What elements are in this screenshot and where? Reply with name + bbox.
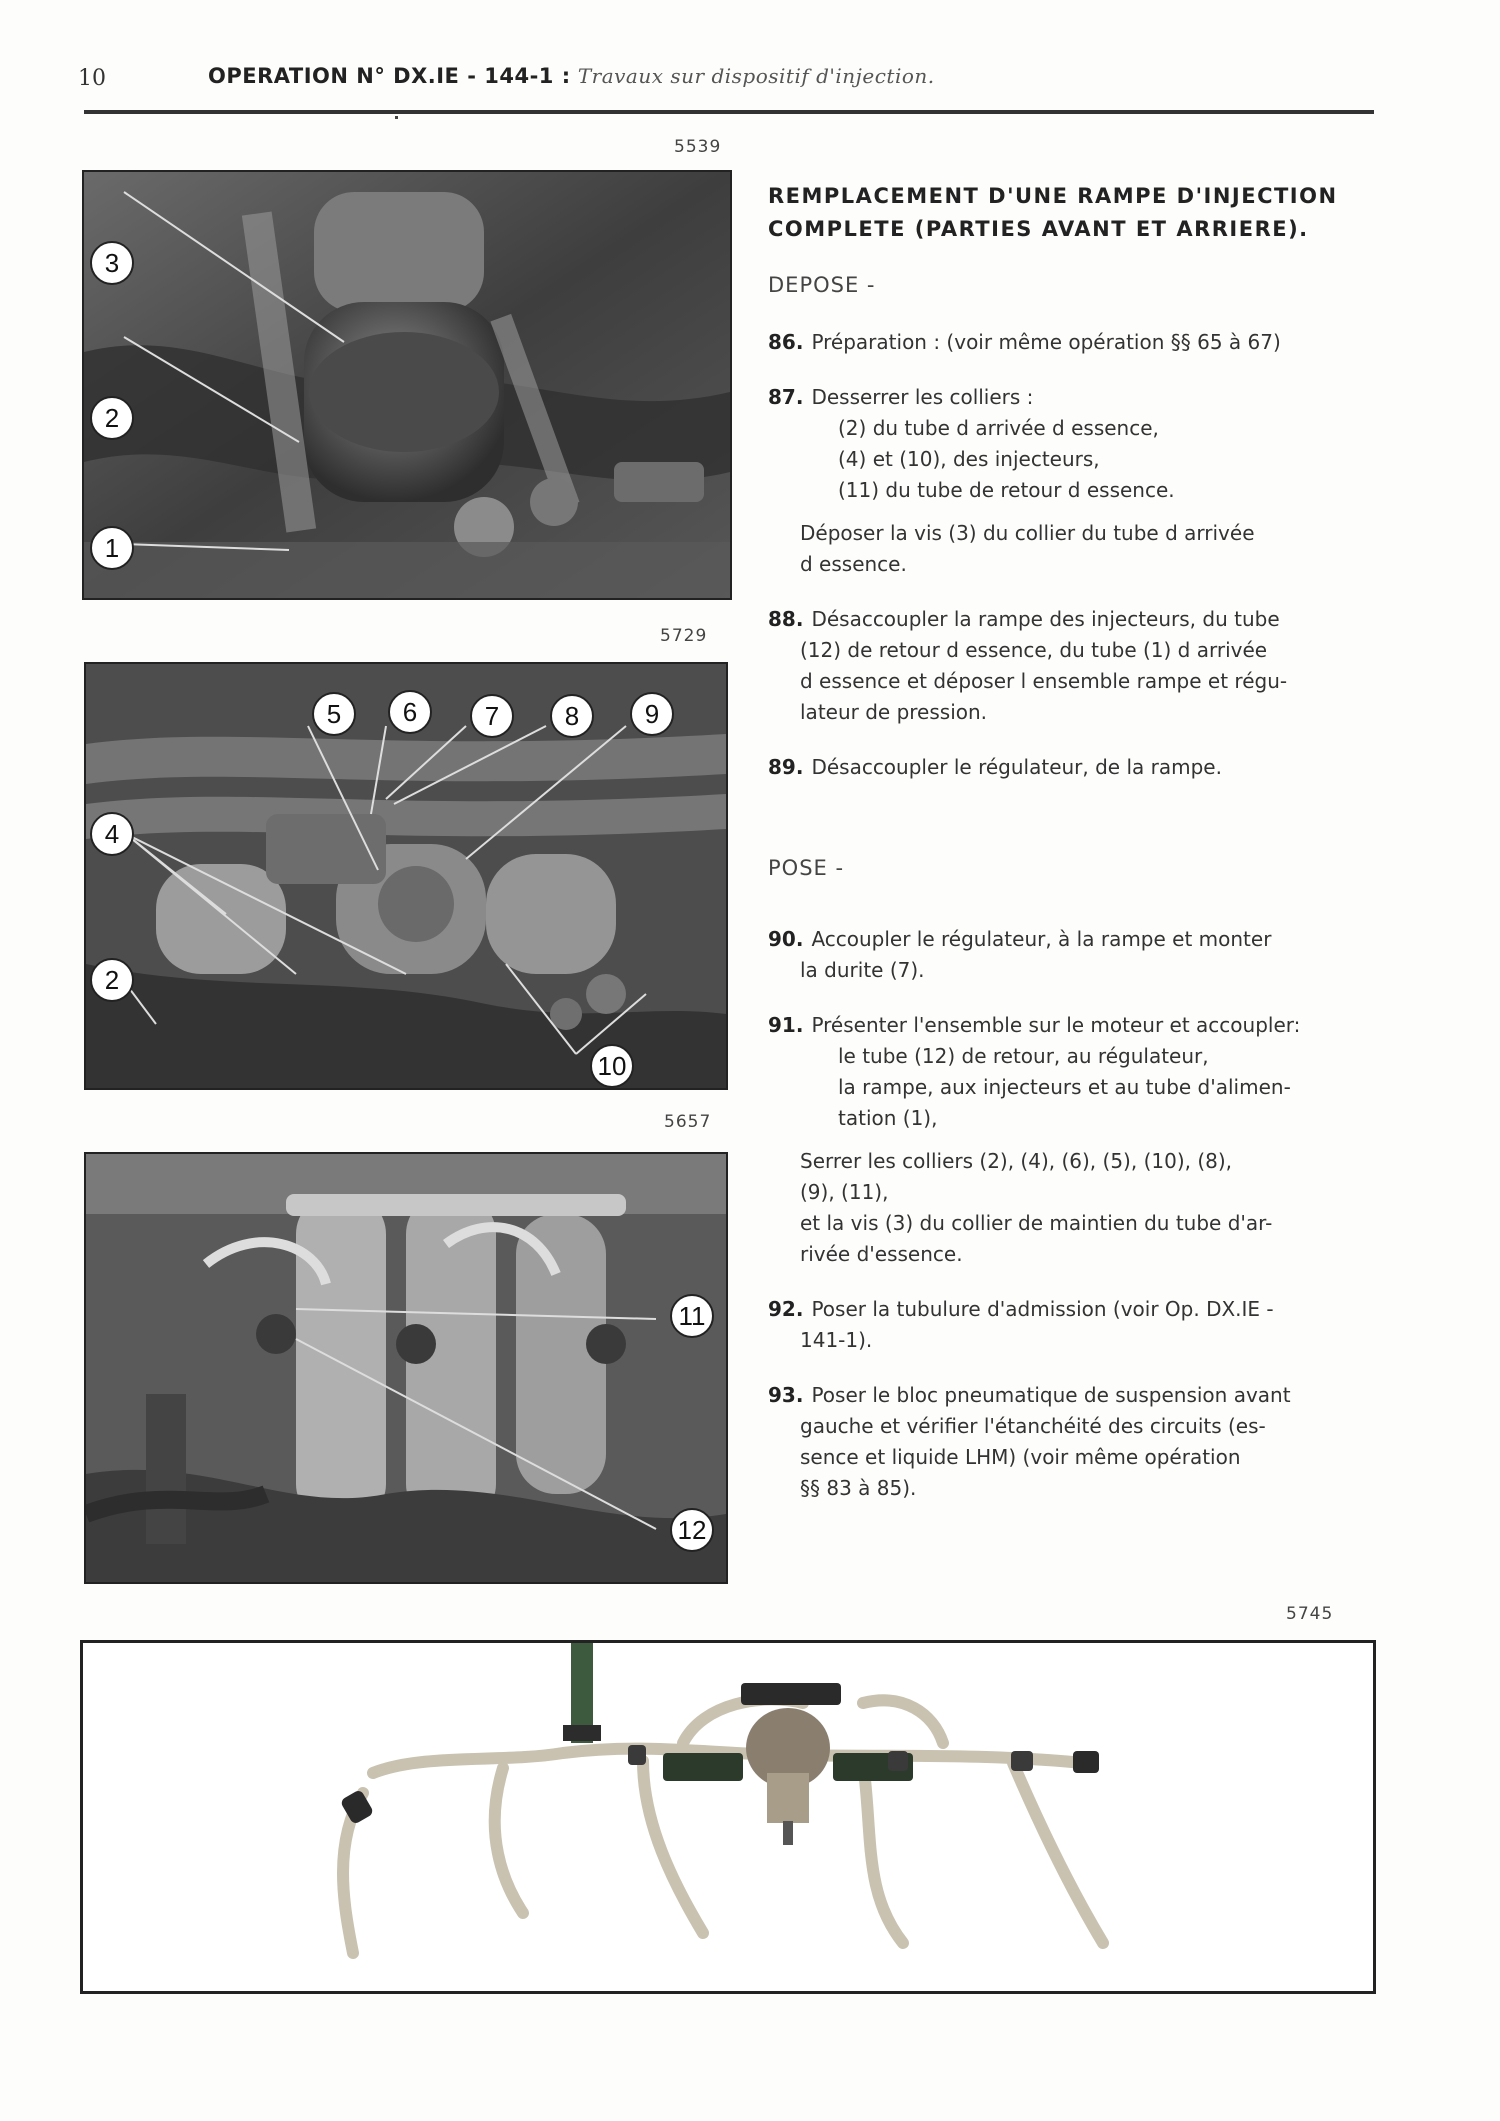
callout-12: 12 [670,1508,714,1552]
engine-photo-1-drawing [84,172,730,598]
callout-2: 2 [90,396,134,440]
callout-4: 4 [90,812,134,856]
step-89: 89. Désaccoupler le régulateur, de la rampe. [768,755,1222,779]
instructions-column [768,180,1368,1528]
engine-photo-2 [84,662,728,1090]
step-87: 87. Desserrer les colliers : (2) du tube d arrivée d essence, (4) et (10), des injecteurs, (11) du tube de retour d essence. Déposer la vis (3) du collier du tube d arrivée d essence. [768,385,1255,576]
fuel-rail-photo [80,1640,1376,1994]
step-90: 90. Accoupler le régulateur, à la rampe et monter la durite (7). [768,927,1272,982]
section-title: REMPLACEMENT D'UNE RAMPE D'INJECTION COMPLETE (PARTIES AVANT ET ARRIERE). [768,184,1338,241]
callout-10: 10 [590,1044,634,1088]
step-91: 91. Présenter l'ensemble sur le moteur et accoupler: le tube (12) de retour, au régulateur, la rampe, aux injecteurs et au tube d'alimen- tation (1), Serrer les colliers (2), (4), (6), (5), (10), (8), (9), (11), et la vis (3) du collier de maintien du tube d'ar- rivée d'essence. [768,1013,1301,1266]
callout-6: 6 [388,690,432,734]
step-88: 88. Désaccoupler la rampe des injecteurs, du tube (12) de retour d essence, du tube (1) d arrivée d essence et déposer l ensemble rampe et régu- lateur de pression. [768,607,1288,724]
header-rule [84,110,1374,114]
callout-5: 5 [312,692,356,736]
callout-7: 7 [470,694,514,738]
engine-photo-3-drawing [86,1154,726,1582]
figure-number: 5745 [1286,1604,1334,1624]
page-header [208,64,935,88]
callout-9: 9 [630,692,674,736]
operation-title: OPERATION N° DX.IE - 144-1 : [208,64,571,88]
pose-heading: POSE - [768,856,845,880]
callout-8: 8 [550,694,594,738]
depose-heading: DEPOSE - [768,273,876,297]
figure-number: 5539 [674,137,722,157]
step-86: 86. Préparation : (voir même opération §§ 65 à 67) [768,330,1281,354]
callout-2: 2 [90,958,134,1002]
operation-subtitle: Travaux sur dispositif d'injection. [577,64,935,88]
figure-number: 5657 [664,1112,712,1132]
page-number: 10 [78,66,106,91]
step-92: 92. Poser la tubulure d'admission (voir Op. DX.IE - 141-1). [768,1297,1274,1352]
figure-number: 5729 [660,626,708,646]
fuel-rail-drawing [83,1643,1373,1991]
callout-3: 3 [90,241,134,285]
callout-1: 1 [90,526,134,570]
engine-photo-3 [84,1152,728,1584]
rule-mark [395,116,398,119]
callout-11: 11 [670,1294,714,1338]
engine-photo-1 [82,170,732,600]
step-93: 93. Poser le bloc pneumatique de suspension avant gauche et vérifier l'étanchéité des circuits (es- sence et liquide LHM) (voir même opération §§ 83 à 85). [768,1383,1291,1500]
